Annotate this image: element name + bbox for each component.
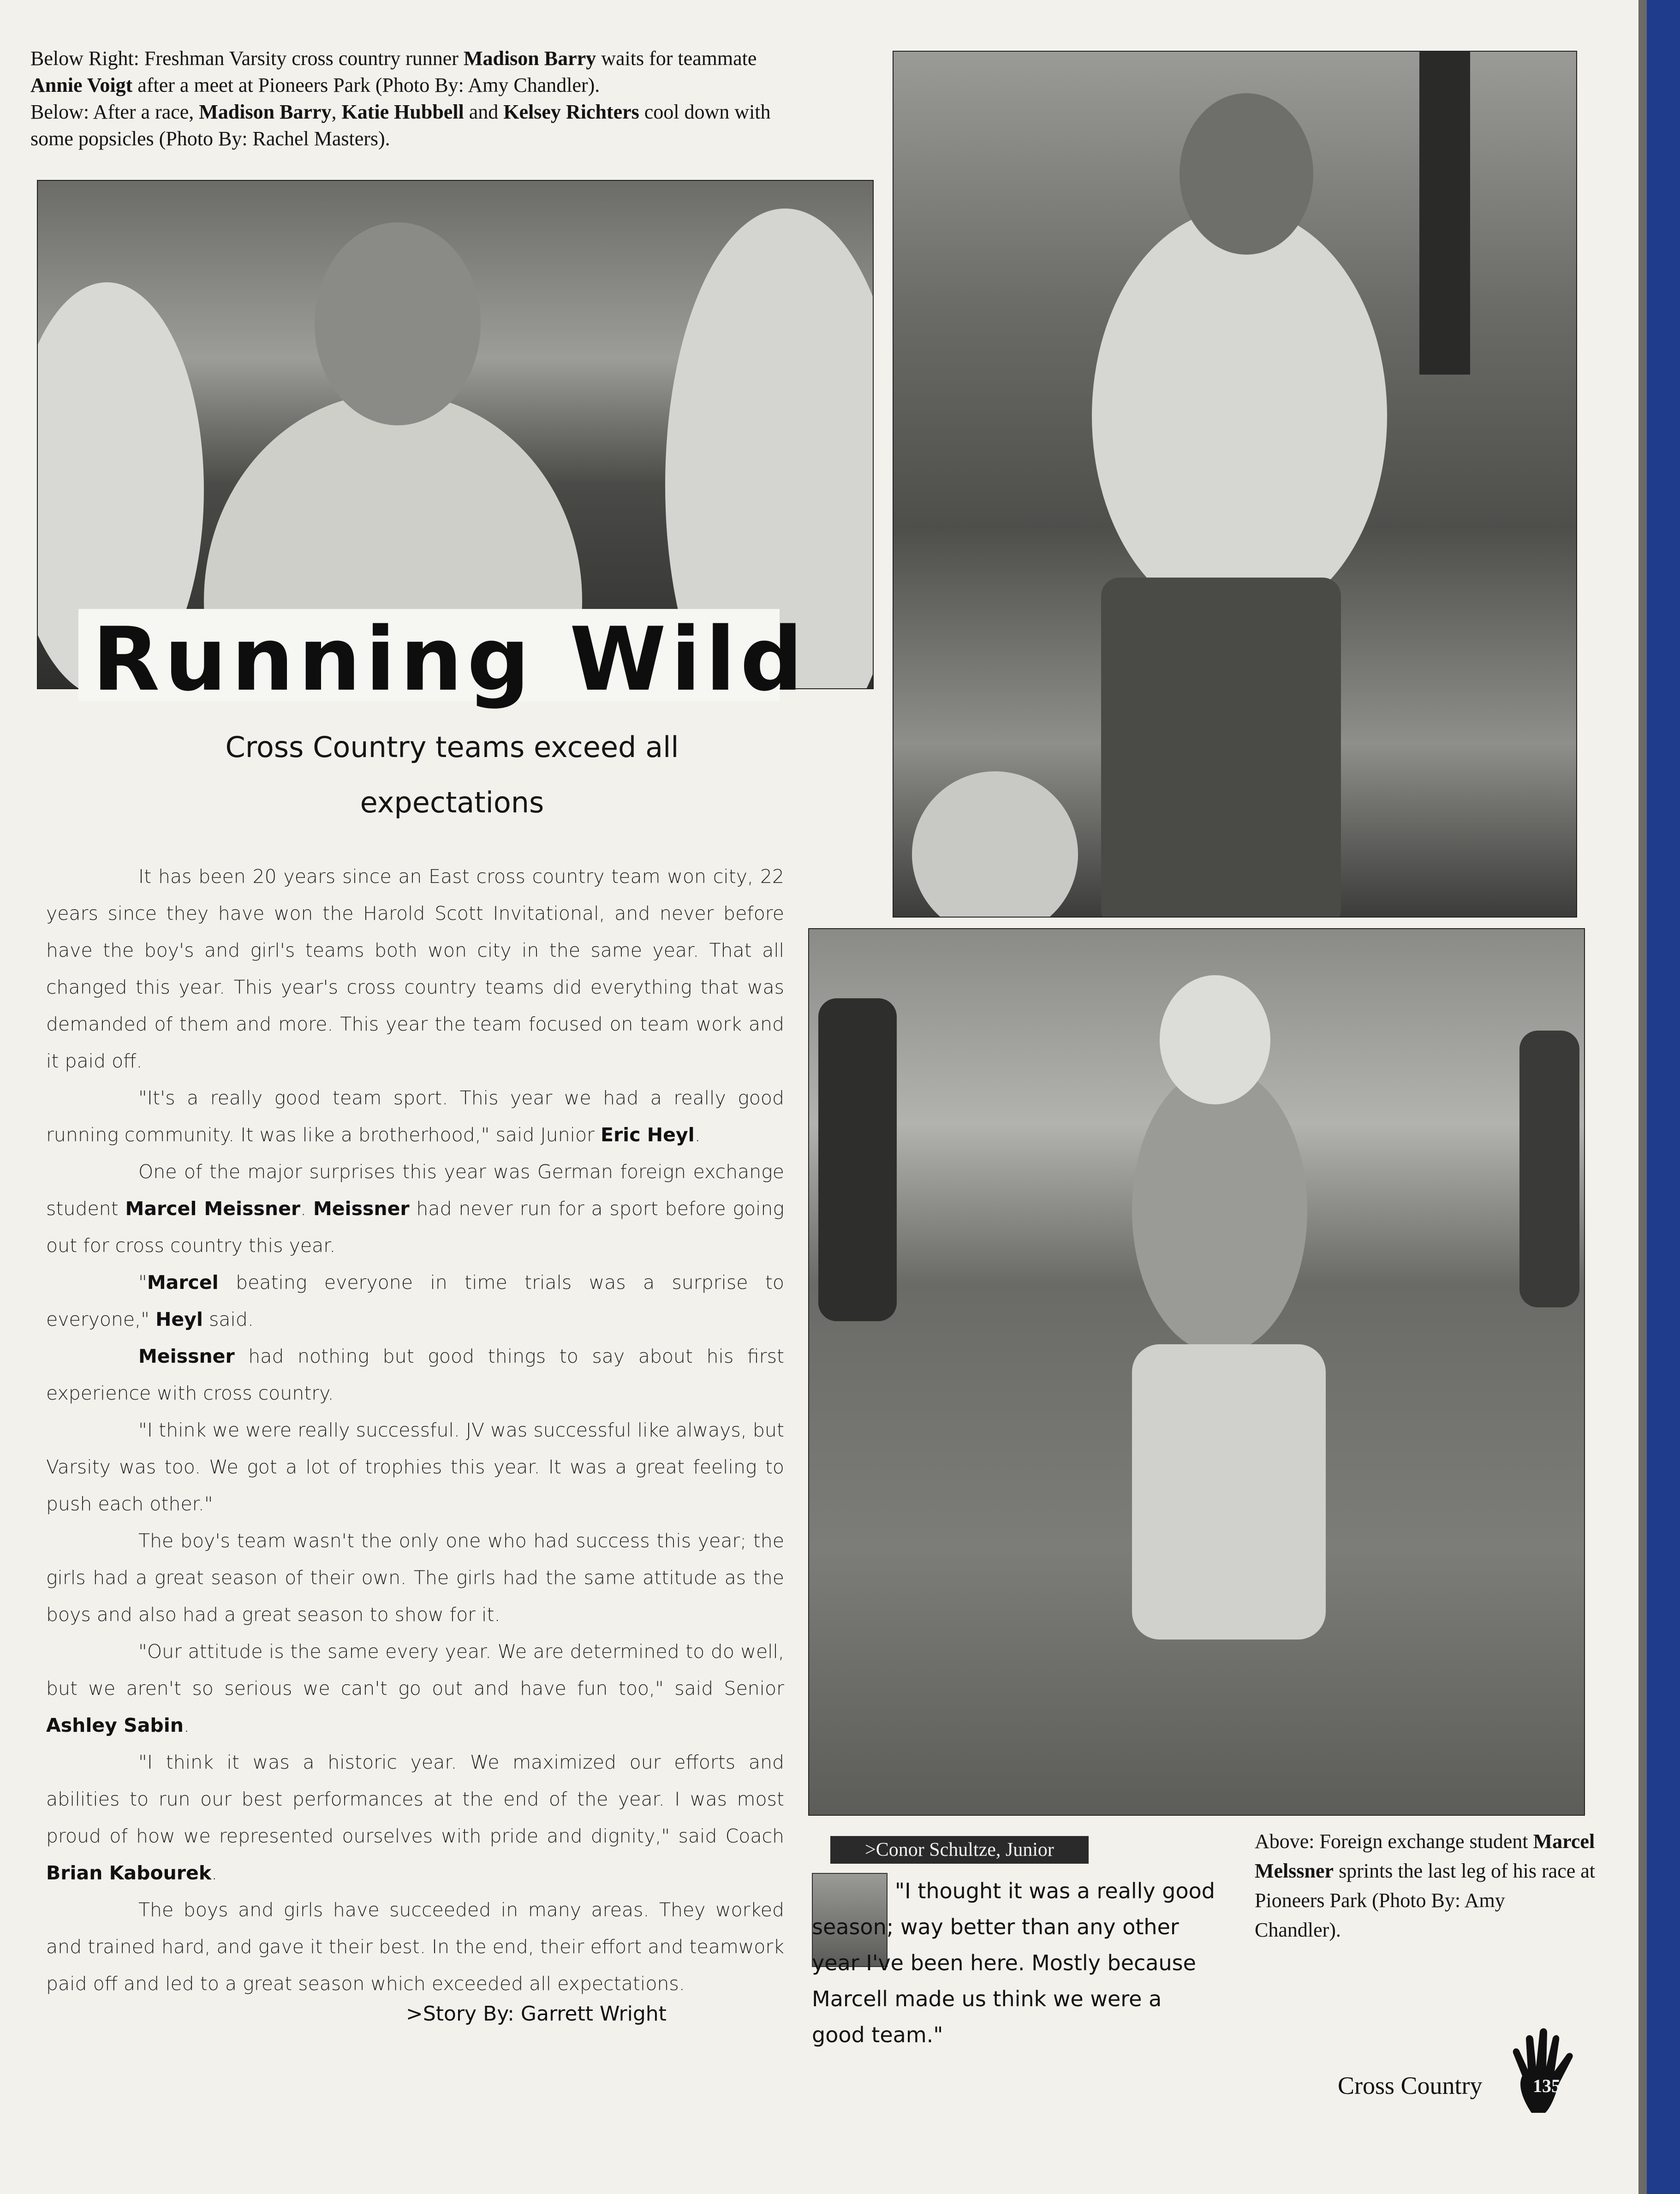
page-subtitle: Cross Country teams exceed all expectations — [225, 730, 679, 819]
article-paragraph: One of the major surprises this year was German foreign exchange student Marcel Meissner. Meissner had never run for a sport before going out for cross country this year. — [46, 1161, 784, 1257]
article-paragraph: Meissner had nothing but good things to say about his first experience with cross country. — [46, 1345, 784, 1404]
article-paragraph: "Marcel beating everyone in time trials was a surprise to everyone," Heyl said. — [46, 1271, 784, 1330]
article-paragraph: "Our attitude is the same every year. We are determined to do well, but we aren't so serious we can't go out and have fun too," said Senior Ashley Sabin. — [46, 1640, 784, 1736]
quote-text: "I thought it was a really good season; way better than any other year I've been here. Mostly because Marcell made us think we were a good team." — [812, 1878, 1215, 2047]
page-number: 135 — [1533, 2075, 1561, 2096]
photo-sprinter-legs — [1132, 1344, 1326, 1640]
story-byline: >Story By: Garrett Wright — [406, 2002, 667, 2026]
article-body — [46, 858, 784, 2002]
article-paragraph: "It's a really good team sport. This year we had a really good running community. It was like a brotherhood," said Junior Eric Heyl. — [46, 1087, 784, 1146]
photo-spectator-right — [1519, 1031, 1579, 1307]
photo-spectator-left — [818, 998, 897, 1321]
top-caption: Below Right: Freshman Varsity cross country runner Madison Barry waits for teammate Annie Voigt after a meet at Pioneers Park (Photo By: Amy Chandler). Below: After a race, Madison Barry, Katie Hubbell and Kelsey Richters cool down with some popsicles (Photo By: Rachel Masters). — [30, 47, 771, 150]
article-paragraph: It has been 20 years since an East cross country team won city, 22 years since they have won the Harold Scott Invitational, and never before have the boy's and girl's teams both won city in the same year. That all changed this year. This year's cross country teams did everything that was demanded of them and more. This year the team focused on team work and it paid off. — [46, 865, 784, 1072]
sprinter-caption: Above: Foreign exchange student Marcel Melssner sprints the last leg of his race at Pioneers Park (Photo By: Amy Chandler). — [1255, 1830, 1596, 1941]
photo-runner-body — [1092, 209, 1387, 624]
photo-runner-head — [1180, 93, 1313, 255]
photo-runner-sprinting — [808, 928, 1585, 1816]
article-paragraph: The boys and girls have succeeded in many areas. They worked and trained hard, and gave it their best. In the end, their effort and teamwork paid off and led to a great season which exceeded all expectations. — [46, 1899, 784, 1995]
photo-sprinter-torso — [1132, 1067, 1307, 1353]
photo-figure-center-head — [315, 222, 481, 425]
page-title: Running Wild — [92, 608, 808, 710]
handprint-icon — [1504, 2025, 1587, 2117]
article-paragraph: "I think we were really successful. JV was successful like always, but Varsity was too. We got a lot of trophies this year. It was a great feeling to push each other." — [46, 1419, 784, 1515]
photo-tree-trunk — [1419, 52, 1470, 375]
photo-foreground-head — [912, 771, 1078, 918]
quote-attribution: >Conor Schultze, Junior — [830, 1836, 1089, 1864]
section-footer: Cross Country — [1338, 2072, 1483, 2099]
photo-sprinter-head — [1160, 975, 1270, 1104]
article-paragraph: The boy's team wasn't the only one who had success this year; the girls had a great season of their own. The girls had the same attitude as the boys and also had a great season to show for it. — [46, 1530, 784, 1626]
article-paragraph: "I think it was a historic year. We maximized our efforts and abilities to run our best performances at the end of the year. I was most proud of how we represented ourselves with pride and dignity," said Coach Brian Kabourek. — [46, 1751, 784, 1884]
photo-runner-waiting — [893, 51, 1577, 918]
photo-runner-legs — [1101, 578, 1341, 918]
